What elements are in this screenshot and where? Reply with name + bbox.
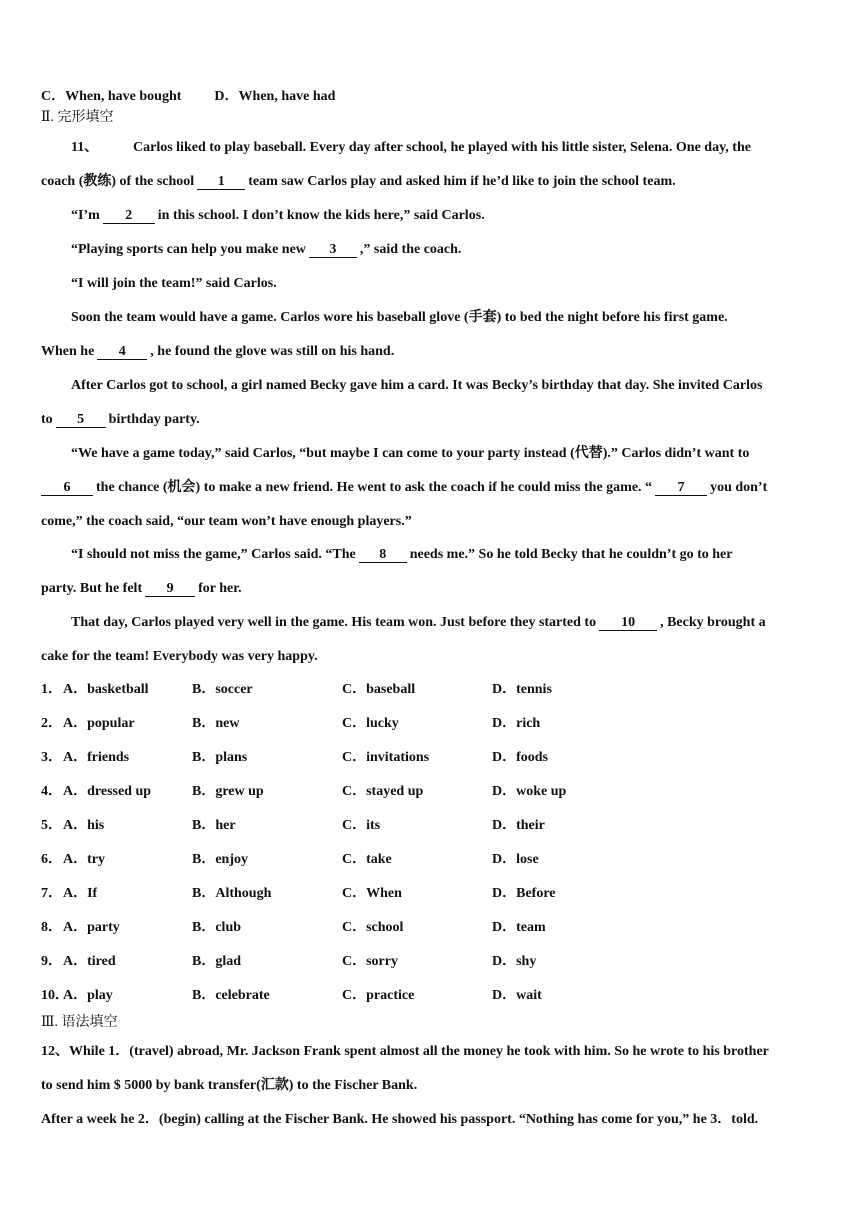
option-c: C．When [342,886,402,901]
passage-text: in this school. I don’t know the kids here,” said Carlos. [157,208,485,223]
option-a: A．basketball [63,682,149,697]
passage-line-12: come,” the coach said, “our team won’t have enough players.” [41,514,412,529]
passage-line-7 [41,343,394,361]
passage-text: , he found the glove was still on his hand. [150,344,395,359]
passage-text: coach (教练) of the school [41,174,195,189]
blank-1: 1 [197,175,245,190]
passage-text: the chance (机会) to make a new friend. He went to ask the coach if he could miss the game. “ [96,480,653,495]
option-b: B．soccer [192,682,253,697]
grammar-line-3: After a week he 2．(begin) calling at the Fischer Bank. He showed his passport. “Nothing has come for you,” he 3．told. [41,1112,759,1127]
passage-line-11 [41,479,767,497]
grammar-line-1: 12、While 1．(travel) abroad, Mr. Jackson Frank spent almost all the money he took with him. So he wrote to his brother [41,1044,769,1059]
option-a: A．try [63,852,105,867]
question-number: 8． [41,920,62,935]
option-c: C．sorry [342,954,398,969]
option-c: C．lucky [342,716,399,731]
passage-line-1 [71,139,751,157]
option-b: B．plans [192,750,248,765]
passage-line-3 [71,207,485,225]
section-3-title: Ⅲ. 语法填空 [41,1015,118,1030]
option-d: D．lose [492,852,539,867]
question-number: 2． [41,716,62,731]
option-b: B．new [192,716,240,731]
option-c: C．its [342,818,381,833]
option-a: A．party [63,920,120,935]
passage-text: “I’m [71,208,100,223]
question-number: 1． [41,682,62,697]
passage-text: you don’t [710,480,768,495]
option-d: D．When, have had [214,89,336,104]
question-number: 7． [41,886,62,901]
passage-line-5: “I will join the team!” said Carlos. [71,276,277,291]
passage-line-16: cake for the team! Everybody was very happy. [41,649,318,664]
question-number: 11、 [71,140,99,155]
passage-line-2 [41,173,676,191]
blank-7: 7 [655,481,707,496]
option-c: C．take [342,852,392,867]
passage-text: needs me.” So he told Becky that he couldn’t go to her [409,547,733,562]
passage-text: ,” said the coach. [359,242,462,257]
option-c: C．When, have bought [41,89,182,104]
passage-text: That day, Carlos played very well in the game. His team won. Just before they started to [71,615,597,630]
option-b: B．celebrate [192,988,270,1003]
blank-5: 5 [56,413,106,428]
passage-line-10: “We have a game today,” said Carlos, “but maybe I can come to your party instead (代替).” Carlos didn’t want to [71,446,750,461]
passage-line-15 [71,614,766,632]
option-d: D．woke up [492,784,567,799]
option-b: B．club [192,920,242,935]
option-a: A．play [63,988,113,1003]
option-a: A．dressed up [63,784,152,799]
option-d: D．Before [492,886,556,901]
option-b: B．enjoy [192,852,248,867]
option-d: D．wait [492,988,542,1003]
previous-options [41,88,335,106]
passage-text: , Becky brought a [660,615,766,630]
passage-line-6: Soon the team would have a game. Carlos wore his baseball glove (手套) to bed the night before his first game. [71,310,728,325]
grammar-line-2: to send him $ 5000 by bank transfer(汇款) to the Fischer Bank. [41,1078,418,1093]
passage-text: “I should not miss the game,” Carlos said. “The [71,547,356,562]
option-d: D．shy [492,954,537,969]
question-number: 4． [41,784,62,799]
option-a: A．tired [63,954,116,969]
option-d: D．their [492,818,545,833]
option-a: A．popular [63,716,135,731]
option-b: B．grew up [192,784,264,799]
blank-2: 2 [103,209,155,224]
option-d: D．team [492,920,546,935]
option-a: A．friends [63,750,130,765]
option-b: B．Although [192,886,272,901]
passage-line-8: After Carlos got to school, a girl named Becky gave him a card. It was Becky’s birthday that day. She invited Carlos [71,378,763,393]
option-c: C．stayed up [342,784,424,799]
passage-text: When he [41,344,95,359]
section-2-title: Ⅱ. 完形填空 [41,110,114,125]
option-a: A．If [63,886,98,901]
option-c: C．school [342,920,404,935]
question-number: 3． [41,750,62,765]
passage-line-13 [71,546,732,564]
option-c: C．baseball [342,682,416,697]
option-d: D．tennis [492,682,552,697]
option-d: D．rich [492,716,541,731]
question-number: 9． [41,954,62,969]
passage-line-9 [41,411,200,429]
blank-8: 8 [359,548,407,563]
passage-text: Carlos liked to play baseball. Every day after school, he played with his little sister, Selena. One day, the [133,140,751,155]
passage-text: team saw Carlos play and asked him if he’d like to join the school team. [248,174,676,189]
question-number: 5． [41,818,62,833]
passage-text: “Playing sports can help you make new [71,242,306,257]
blank-6: 6 [41,481,93,496]
passage-text: to [41,412,53,427]
option-c: C．invitations [342,750,430,765]
option-b: B．her [192,818,236,833]
question-number: 10． [41,988,69,1003]
blank-3: 3 [309,243,357,258]
question-number: 6． [41,852,62,867]
blank-9: 9 [145,582,195,597]
passage-text: party. But he felt [41,581,143,596]
blank-4: 4 [97,345,147,360]
blank-10: 10 [599,616,657,631]
passage-text: birthday party. [108,412,200,427]
option-c: C．practice [342,988,415,1003]
passage-line-14 [41,580,242,598]
passage-text: for her. [198,581,242,596]
option-d: D．foods [492,750,549,765]
passage-line-4 [71,241,461,259]
option-a: A．his [63,818,105,833]
option-b: B．glad [192,954,242,969]
